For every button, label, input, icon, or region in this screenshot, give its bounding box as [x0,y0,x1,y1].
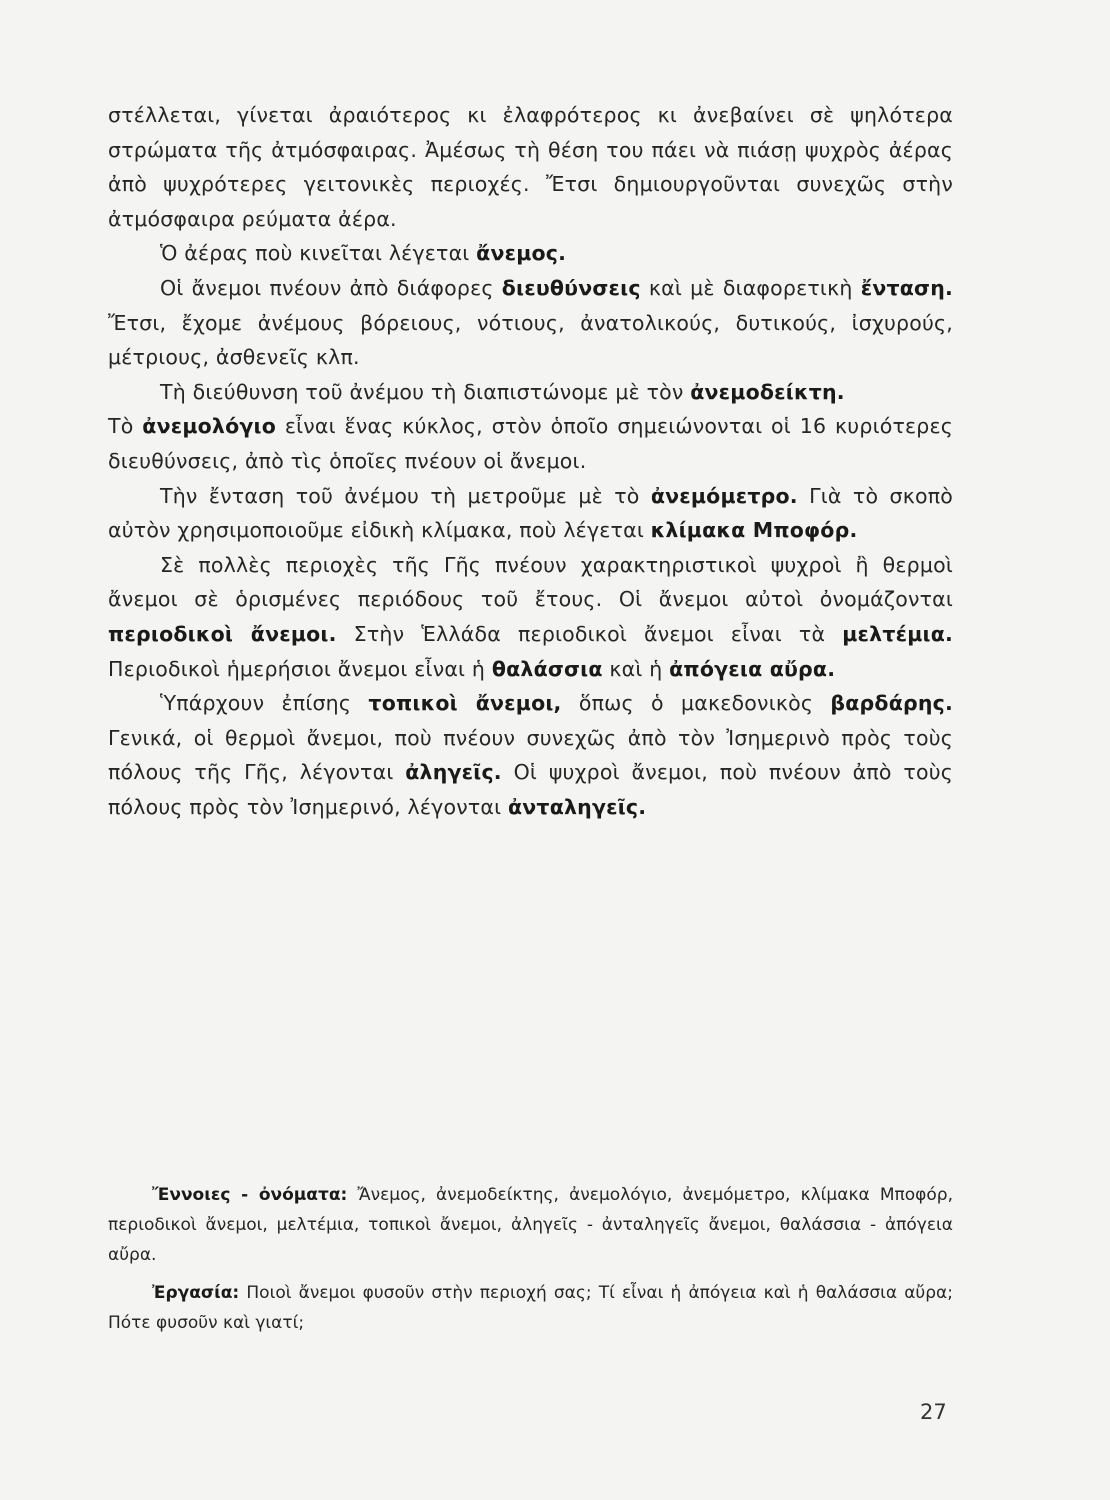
text-run: Οἱ ψυχροὶ ἄνεμοι, ποὺ πνέουν ἀπὸ τοὺς πόλους πρὸς τὸν Ἰσημερινό, λέγονται [108,760,953,819]
bold-term: ἀληγεῖς. [405,760,502,785]
paragraph-p6 [108,479,953,548]
text-run: καὶ ἡ [602,656,670,681]
text-run: Τὴν ἔνταση τοῦ ἀνέμου τὴ μετροῦμε μὲ τὸ [160,483,651,508]
bold-term: ἀνεμολόγιο [142,414,276,439]
paragraph-p1 [108,98,953,236]
bold-term: ἀπόγεια αὔρα. [669,656,836,681]
paragraph-p5 [108,409,953,478]
paragraph-p2 [108,236,953,271]
bold-term: περιοδικοὶ ἄνεμοι. [108,621,337,646]
paragraph-p3 [108,271,953,375]
text-run: Γιὰ τὸ σκοπὸ αὐτὸν χρησιμοποιοῦμε εἰδικὴ κλίμακα, ποὺ λέγεται [108,483,953,543]
bold-term: ἀνεμόμετρο. [650,483,798,508]
text-run: Οἱ ἄνεμοι πνέουν ἀπὸ διάφορες [160,275,502,300]
text-run: στέλλεται, γίνεται ἀραιότερος κι ἐλαφρότερος κι ἀνεβαίνει σὲ ψηλότερα στρώματα τῆς ἀτμόσφαιρας. Ἀμέσως τὴ θέση του πάει νὰ πιάσῃ ψυχρὸς ἀέρας ἀπὸ ψυχρότερες γειτονικὲς περιοχές. Ἔτσι δημιουργοῦνται συνεχῶς στὴν ἀτμόσφαιρα ρεύματα ἀέρα. [108,103,953,231]
text-run: Τὸ [108,414,143,439]
bold-term: βαρδάρης. [830,691,953,716]
text-run: Ἔτσι, ἔχομε ἀνέμους βόρειους, νότιους, ἀνατολικούς, δυτικούς, ἰσχυρούς, μέτριους, ἀσθενεῖς κλπ. [108,310,953,370]
bold-term: κλίμακα Μποφόρ. [650,518,858,543]
bold-term: μελτέμια. [842,621,953,646]
paragraph-p7 [108,548,953,686]
note-label: Ἐργασία: [152,1283,240,1303]
paragraph-p4 [108,375,953,410]
bleed-through-texture-lower [100,880,960,1180]
bold-term: διευθύνσεις [501,275,641,300]
note-label: Ἔννοιες - ὀνόματα: [152,1185,348,1205]
text-run: Ὑπάρχουν ἐπίσης [160,691,369,716]
note-concepts [108,1180,953,1270]
notes-section [108,1180,953,1346]
bold-term: ἀνταληγεῖς. [507,794,647,819]
text-run: Σὲ πολλὲς περιοχὲς τῆς Γῆς πνέουν χαρακτηριστικοὶ ψυχροὶ ἢ θερμοὶ ἄνεμοι σὲ ὁρισμένες περιόδους τοῦ ἔτους. Οἱ ἄνεμοι αὐτοὶ ὀνομάζονται [108,552,953,612]
paragraph-p8 [108,686,953,824]
text-run: Τὴ διεύθυνση τοῦ ἀνέμου τὴ διαπιστώνομε μὲ τὸν [160,379,691,404]
bold-term: τοπικοὶ ἄνεμοι, [368,691,562,716]
text-run: Στὴν Ἑλλάδα περιοδικοὶ ἄνεμοι εἶναι τὰ [336,621,843,646]
text-run: καὶ μὲ διαφορετικὴ [640,275,861,300]
text-run: ὅπως ὁ μακεδονικὸς [561,691,831,716]
main-text [108,98,953,824]
note-exercise [108,1278,953,1338]
text-run: Γενικά, οἱ θερμοὶ ἄνεμοι, ποὺ πνέουν συνεχῶς ἀπὸ τὸν Ἰσημερινὸ πρὸς τοὺς πόλους τῆς Γῆς, λέγονται [108,725,953,785]
text-run: Περιοδικοὶ ἡμερήσιοι ἄνεμοι εἶναι ἡ [108,656,492,681]
bold-term: ἔνταση. [860,275,954,300]
note-text: Ἄνεμος, ἀνεμοδείκτης, ἀνεμολόγιο, ἀνεμόμετρο, κλίμακα Μποφόρ, περιοδικοὶ ἄνεμοι, μελτέμια, τοπικοὶ ἄνεμοι, ἀληγεῖς - ἀνταληγεῖς ἄνεμοι, θαλάσσια - ἀπόγεια αὔρα. [108,1185,953,1265]
bold-term: ἄνεμος. [476,241,567,266]
text-run: εἶναι ἕνας κύκλος, στὸν ὁποῖο σημειώνονται οἱ 16 κυριότερες διευθύνσεις, ἀπὸ τὶς ὁποῖες πνέουν οἱ ἄνεμοι. [108,414,953,473]
page-number: 27 [920,1400,947,1424]
bold-term: ἀνεμοδείκτη. [690,379,845,404]
bold-term: θαλάσσια [491,656,603,681]
text-run: Ὁ ἀέρας ποὺ κινεῖται λέγεται [160,241,477,266]
note-text: Ποιοὶ ἄνεμοι φυσοῦν στὴν περιοχή σας; Τί εἶναι ἡ ἀπόγεια καὶ ἡ θαλάσσια αὔρα; Πότε φυσοῦν καὶ γιατί; [108,1283,953,1333]
